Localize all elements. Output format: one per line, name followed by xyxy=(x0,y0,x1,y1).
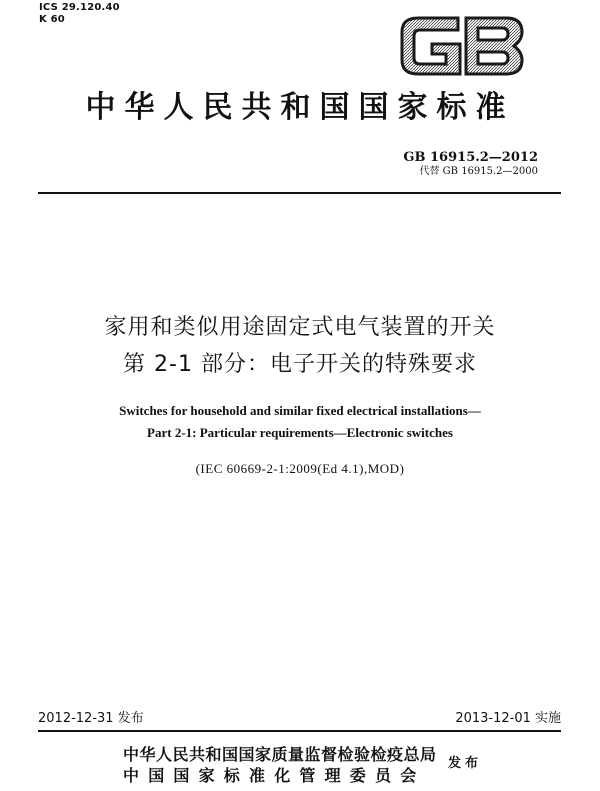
gb-logo xyxy=(398,10,526,82)
english-title-line-2: Part 2-1: Particular requirements—Electronic switches xyxy=(147,425,453,440)
top-divider xyxy=(38,192,561,194)
publisher-sac: 中国国家标准化管理委员会 xyxy=(123,766,426,785)
english-title-line-1: Switches for household and similar fixed electrical installations— xyxy=(119,403,481,418)
classification-code: K 60 xyxy=(39,14,65,25)
ics-code: ICS 29.120.40 xyxy=(39,2,120,13)
chinese-title-line-2: 第 2-1 部分：电子开关的特殊要求 xyxy=(123,352,477,377)
implementation-date: 2013-12-01 实施 xyxy=(455,711,561,726)
iec-reference: (IEC 60669-2-1:2009(Ed 4.1),MOD) xyxy=(195,461,405,476)
gb-logo-b xyxy=(466,18,522,74)
standard-number: GB 16915.2—2012 xyxy=(403,150,538,165)
chinese-title-line-1: 家用和类似用途固定式电气装置的开关 xyxy=(104,315,496,340)
national-standard-title: 中华人民共和国国家标准 xyxy=(85,90,515,125)
bottom-divider xyxy=(38,730,561,732)
publish-label: 发布 xyxy=(448,756,483,771)
publisher-aqsiq: 中华人民共和国国家质量监督检验检疫总局 xyxy=(123,745,437,764)
replaces-standard: 代替 GB 16915.2—2000 xyxy=(419,166,538,177)
gb-logo-g xyxy=(402,18,460,74)
issue-date: 2012-12-31 发布 xyxy=(38,711,144,726)
